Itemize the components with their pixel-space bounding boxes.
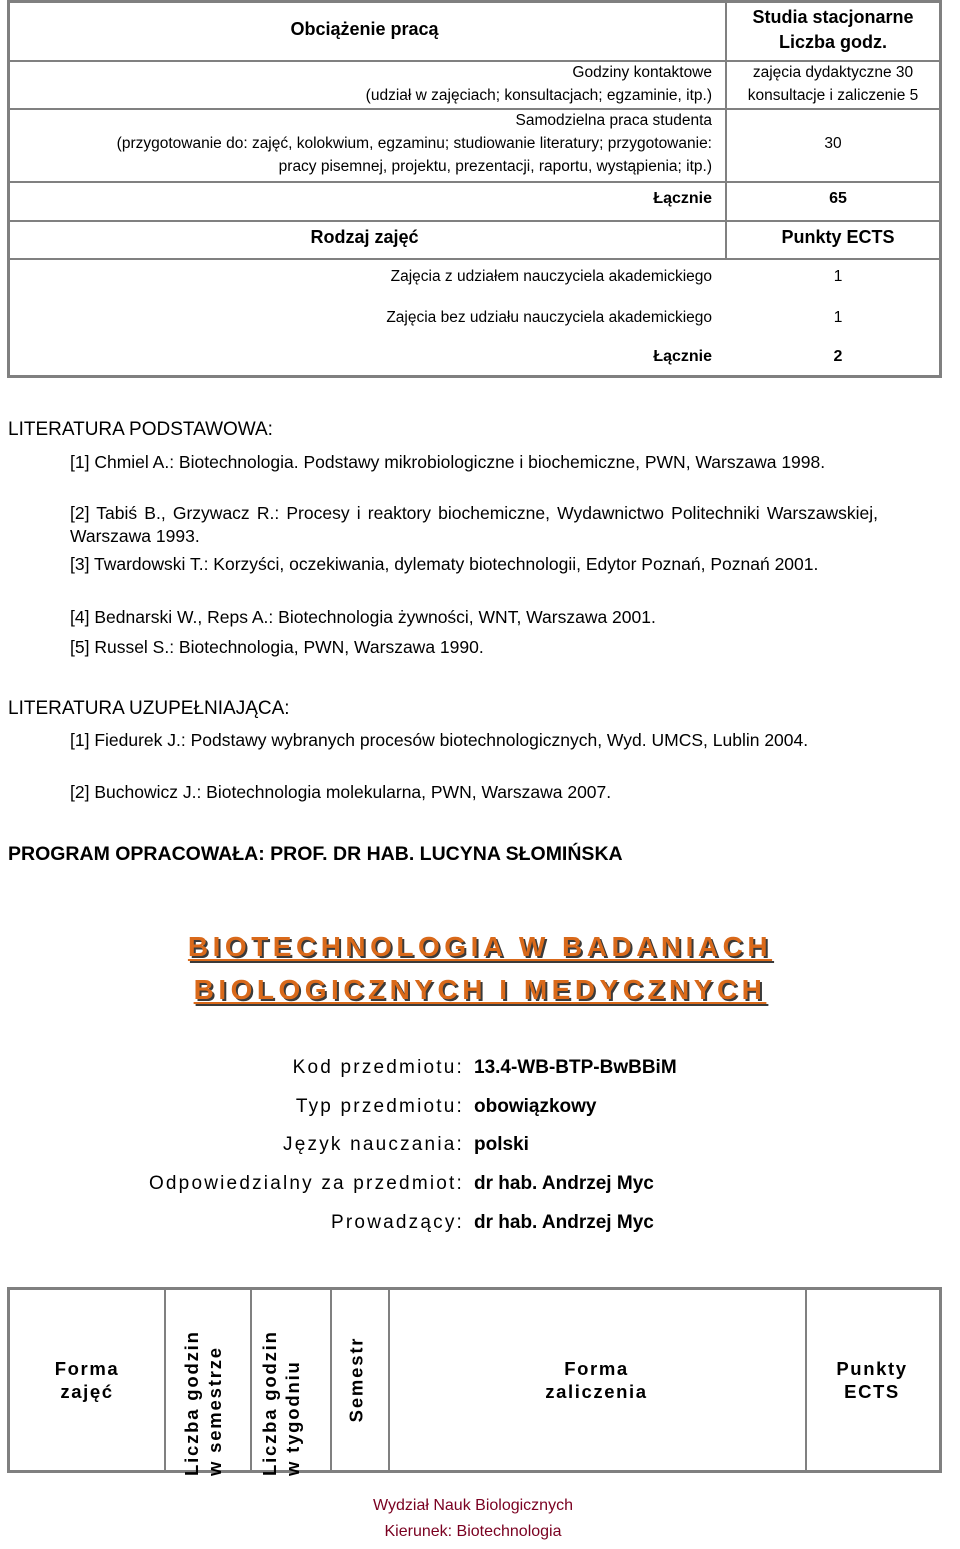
literature-item: [2] Tabiś B., Grzywacz R.: Procesy i reaktory biochemiczne, Wydawnictwo Politechniki Warszawskiej, Warszawa 1993.	[70, 503, 878, 546]
table-divider	[250, 1290, 252, 1470]
contact-hours-value-2: konsultacje i zaliczenie 5	[747, 87, 919, 104]
course-code: 13.4-WB-BTP-BwBBiM	[474, 1057, 677, 1078]
without-teacher-value: 1	[833, 309, 843, 326]
mode-header: Studia stacjonarne	[752, 7, 914, 27]
self-study-desc-2: pracy pisemnej, projektu, prezentacji, raportu, wystąpienia; itp.)	[278, 158, 712, 175]
code-label: Kod przedmiotu:	[292, 1057, 464, 1078]
class-type-header: Rodzaj zajęć	[310, 227, 419, 247]
footer-field: Kierunek: Biotechnologia	[384, 1523, 562, 1540]
hours-week-header: Liczba godzin w tygodniu	[259, 1330, 303, 1476]
contact-hours-label: Godziny kontaktowe	[572, 64, 712, 81]
literature-item: [2] Buchowicz J.: Biotechnologia molekularna, PWN, Warszawa 2007.	[70, 782, 612, 802]
literature-extra-title: LITERATURA UZUPEŁNIAJĄCA:	[8, 698, 290, 719]
course-title-2: BIOLOGICZNYCH I MEDYCZNYCH	[193, 974, 767, 1005]
table-divider	[10, 181, 939, 183]
literature-item: [5] Russel S.: Biotechnologia, PWN, Warszawa 1990.	[70, 637, 484, 657]
semester-header: Semestr	[345, 1336, 367, 1423]
without-teacher-label: Zajęcia bez udziału nauczyciela akademickiego	[386, 309, 712, 326]
lecturer-label: Prowadzący:	[331, 1212, 464, 1233]
language-label: Język nauczania:	[283, 1134, 464, 1155]
contact-hours-value: zajęcia dydaktyczne 30	[752, 64, 914, 81]
lecturer-name: dr hab. Andrzej Myc	[474, 1212, 654, 1233]
ects-total-label: Łącznie	[653, 348, 712, 365]
with-teacher-label: Zajęcia z udziałem nauczyciela akademickiego	[390, 268, 712, 285]
table-divider	[330, 1290, 332, 1470]
self-study-desc: (przygotowanie do: zajęć, kolokwium, egzaminu; studiowanie literatury; przygotowanie:	[116, 135, 712, 152]
contact-hours-desc: (udział w zajęciach; konsultacjach; egzaminie, itp.)	[365, 87, 712, 104]
table-divider	[10, 220, 939, 222]
type-label: Typ przedmiotu:	[295, 1096, 464, 1117]
hours-header: Liczba godz.	[779, 32, 887, 52]
responsible-label: Odpowiedzialny za przedmiot:	[148, 1173, 464, 1194]
total-value: 65	[829, 190, 847, 207]
ects-points-header-2: ECTS	[844, 1381, 900, 1402]
responsible-person: dr hab. Andrzej Myc	[474, 1173, 654, 1194]
literature-item: [1] Chmiel A.: Biotechnologia. Podstawy mikrobiologiczne i biochemiczne, PWN, Warszawa 1998.	[70, 452, 826, 472]
table-divider	[10, 258, 939, 260]
form-header: Forma	[54, 1358, 120, 1379]
ects-total-value: 2	[833, 348, 843, 365]
self-study-label: Samodzielna praca studenta	[515, 112, 712, 129]
course-language: polski	[474, 1134, 529, 1155]
literature-item: [3] Twardowski T.: Korzyści, oczekiwania, dylematy biotechnologii, Edytor Poznań, Poznań 2001.	[70, 554, 819, 574]
course-type: obowiązkowy	[474, 1096, 597, 1117]
literature-basic-title: LITERATURA PODSTAWOWA:	[8, 419, 273, 440]
table-divider	[164, 1290, 166, 1470]
course-title: BIOTECHNOLOGIA W BADANIACH	[187, 931, 773, 962]
credit-form-header: Forma	[564, 1358, 629, 1379]
with-teacher-value: 1	[833, 268, 843, 285]
self-study-value: 30	[824, 135, 842, 152]
credit-form-header-2: zaliczenia	[545, 1381, 648, 1402]
prepared-by: PROGRAM OPRACOWAŁA: PROF. DR HAB. LUCYNA SŁOMIŃSKA	[8, 843, 623, 865]
literature-item: [4] Bednarski W., Reps A.: Biotechnologia żywności, WNT, Warszawa 2001.	[70, 607, 656, 627]
hours-semester-header: Liczba godzin w semestrze	[181, 1330, 225, 1476]
footer-faculty: Wydział Nauk Biologicznych	[373, 1497, 573, 1514]
total-label: Łącznie	[653, 190, 712, 207]
workload-header: Obciążenie pracą	[290, 19, 439, 39]
ects-header: Punkty ECTS	[781, 227, 895, 247]
literature-item: [1] Fiedurek J.: Podstawy wybranych procesów biotechnologicznych, Wyd. UMCS, Lublin 2004.	[70, 730, 809, 750]
form-header-2: zajęć	[60, 1381, 114, 1402]
ects-points-header: Punkty	[836, 1358, 908, 1379]
